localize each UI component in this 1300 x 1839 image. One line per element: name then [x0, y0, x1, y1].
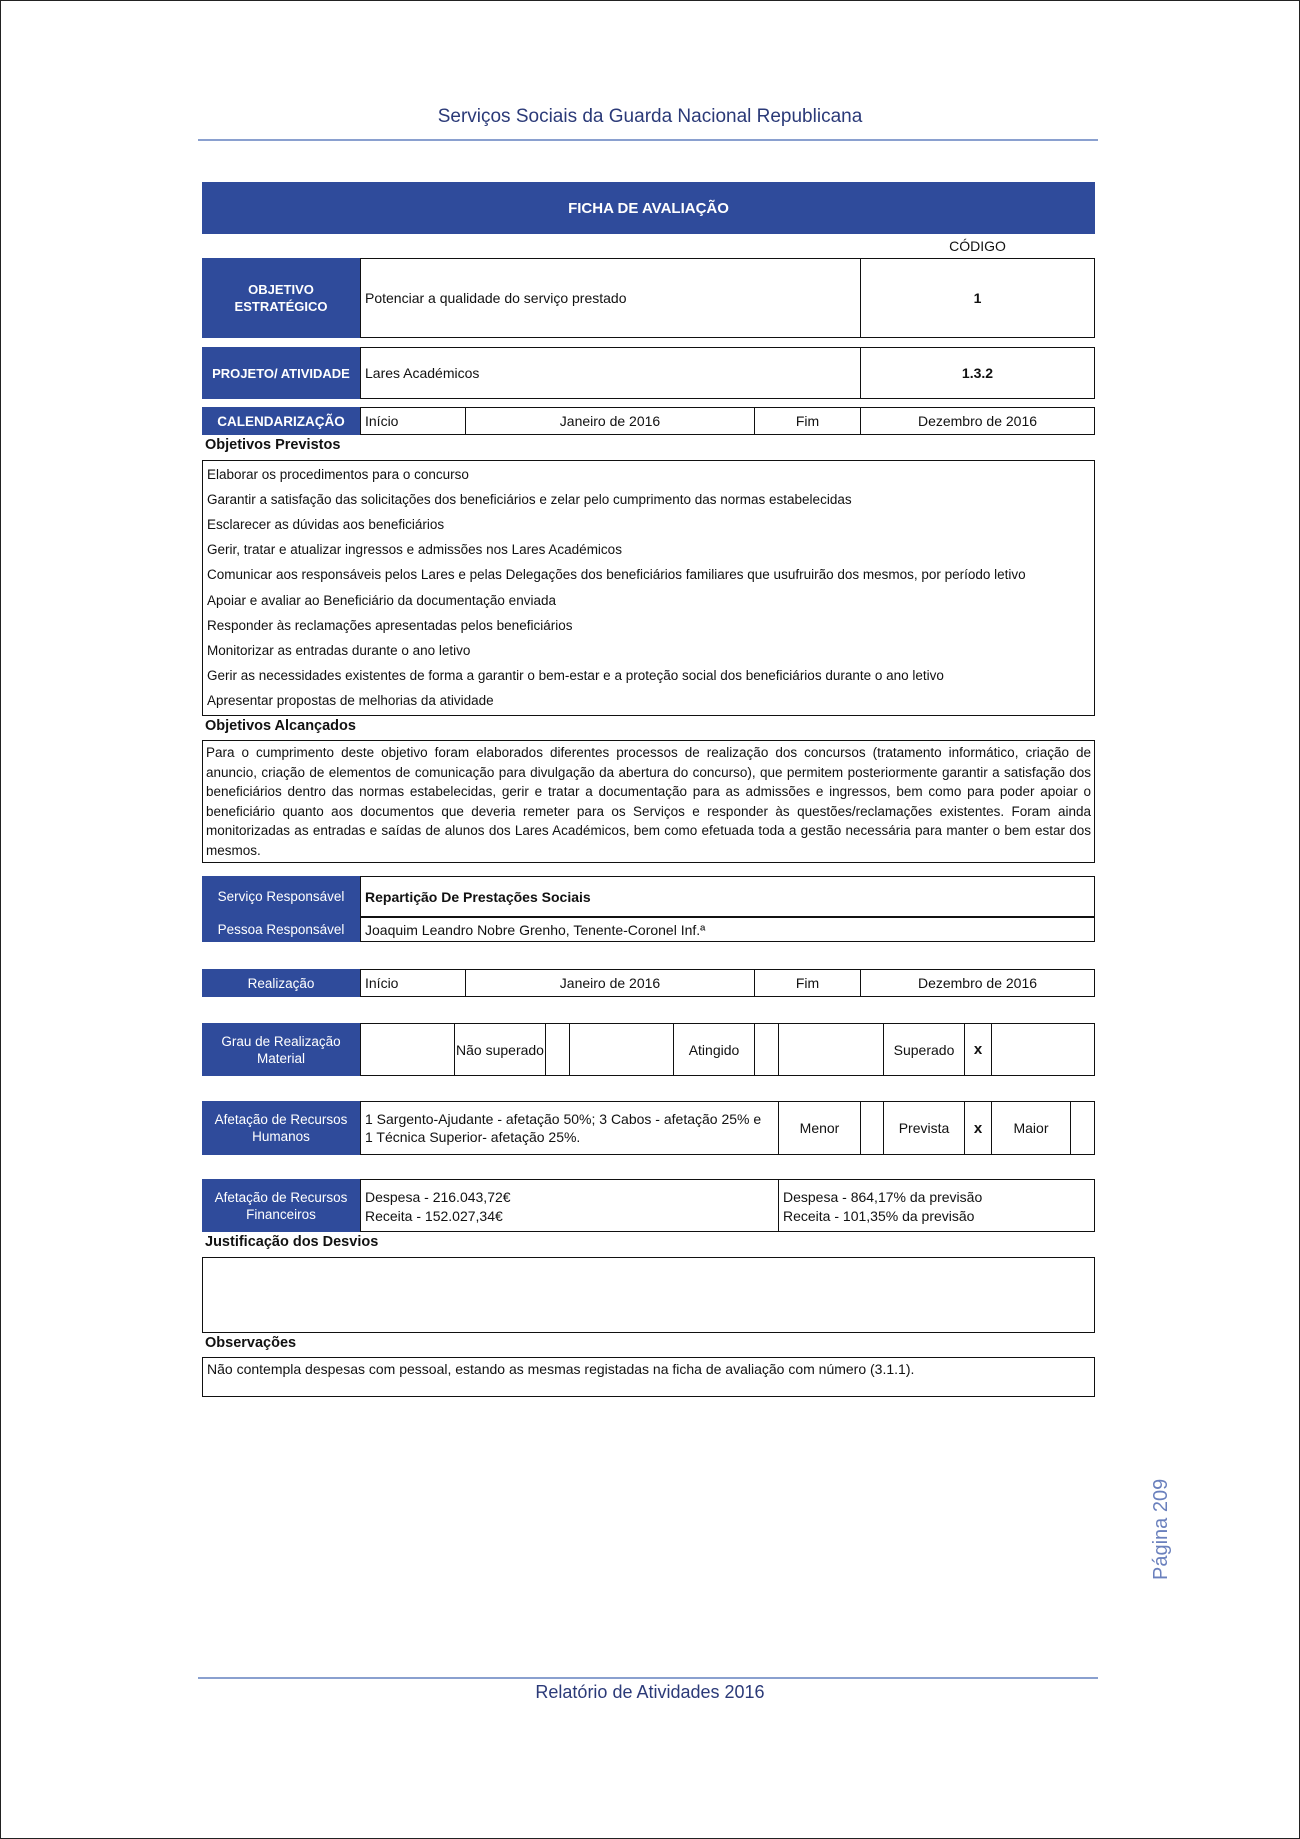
form-title: FICHA DE AVALIAÇÃO	[202, 182, 1095, 234]
rf-receita: Receita - 152.027,34€	[365, 1208, 503, 1224]
rf-despesa: Despesa - 216.043,72€	[365, 1189, 511, 1205]
rf-label: Afetação de Recursos Financeiros	[202, 1179, 360, 1232]
page-header: Serviços Sociais da Guarda Nacional Republicana	[437, 106, 863, 127]
rh-menor-check	[860, 1101, 884, 1155]
page-footer: Relatório de Atividades 2016	[535, 1682, 765, 1702]
objetivos-alcancados-text: Para o cumprimento deste objetivo foram elaborados diferentes processos de realização dos concursos (tratamento informático, criação de anuncio, criação de elementos de comunicação para divulgação da abertura do concurso), que permitem posteriormente garantir a satisfação dos beneficiários dentro das normas estabelecidas, gerir e tratar a documentação para as admissões e ingressos, bem como para poder apoiar o beneficiário quanto aos documentos que deveria remeter para os Serviços e responder às questões/reclamações existentes. Foram ainda monitorizadas as entradas e saídas de alunos dos Lares Académicos, bem como efetuada toda a gestão necessária para manter o bem estar dos mesmos.	[202, 740, 1095, 863]
rh-prevista-check-mark: x	[964, 1101, 992, 1155]
rf-receita-pct: Receita - 101,35% da previsão	[783, 1208, 975, 1224]
objetivo-previsto-item: Responder às reclamações apresentadas pelos beneficiários	[207, 618, 573, 633]
objetivo-code: 1	[860, 258, 1095, 338]
rh-maior: Maior	[991, 1101, 1071, 1155]
projeto-label: PROJETO/ ATIVIDADE	[202, 347, 360, 399]
rh-menor: Menor	[778, 1101, 861, 1155]
grau-nao-superado-check	[545, 1023, 570, 1076]
justificacao-title: Justificação dos Desvios	[205, 1234, 379, 1250]
realizacao-inicio: Janeiro de 2016	[465, 969, 755, 997]
projeto-code: 1.3.2	[860, 347, 1095, 399]
servico-value: Repartição De Prestações Sociais	[360, 876, 1095, 917]
observacoes-text: Não contempla despesas com pessoal, estando as mesmas registadas na ficha de avaliação com número (3.1.1).	[207, 1361, 915, 1377]
realizacao-inicio-label: Início	[360, 969, 466, 997]
calendarizacao-inicio: Janeiro de 2016	[465, 407, 755, 435]
observacoes-box	[202, 1357, 1095, 1397]
realizacao-fim: Dezembro de 2016	[860, 969, 1095, 997]
objetivo-previsto-item: Apresentar propostas de melhorias da atividade	[207, 693, 494, 708]
grau-label: Grau de Realização Material	[202, 1023, 360, 1076]
rf-values-box	[360, 1179, 779, 1232]
pessoa-value: Joaquim Leandro Nobre Grenho, Tenente-Coronel Inf.ª	[360, 917, 1095, 942]
rh-prevista: Prevista	[883, 1101, 965, 1155]
objetivo-label: OBJETIVO ESTRATÉGICO	[202, 258, 360, 338]
header-rule	[198, 139, 1098, 141]
objetivos-previstos-title: Objetivos Previstos	[205, 437, 341, 453]
rf-despesa-pct: Despesa - 864,17% da previsão	[783, 1189, 983, 1205]
calendarizacao-label: CALENDARIZAÇÃO	[202, 407, 360, 435]
grau-atingido: Atingido	[673, 1023, 755, 1076]
pessoa-label: Pessoa Responsável	[202, 917, 360, 942]
objetivo-previsto-item: Apoiar e avaliar ao Beneficiário da documentação enviada	[207, 593, 556, 608]
grau-blank-3	[778, 1023, 884, 1076]
calendarizacao-fim: Dezembro de 2016	[860, 407, 1095, 435]
rh-value: 1 Sargento-Ajudante - afetação 50%; 3 Cabos - afetação 25% e 1 Técnica Superior- afetação 25%.	[360, 1101, 779, 1155]
observacoes-title: Observações	[205, 1335, 297, 1351]
calendarizacao-fim-label: Fim	[754, 407, 861, 435]
rf-pct-box	[778, 1179, 1095, 1232]
page-number: Página 209	[1150, 1478, 1172, 1580]
grau-blank-1	[360, 1023, 455, 1076]
grau-superado: Superado	[883, 1023, 965, 1076]
grau-nao-superado: Não superado	[454, 1023, 546, 1076]
realizacao-label: Realização	[202, 969, 360, 997]
objetivo-previsto-item: Comunicar aos responsáveis pelos Lares e pelas Delegações dos beneficiários familiares que usufruirão dos mesmos, por período letivo	[207, 567, 1026, 582]
grau-blank-4	[991, 1023, 1095, 1076]
grau-atingido-check	[754, 1023, 779, 1076]
justificacao-text	[202, 1257, 1095, 1333]
objetivos-previstos-box	[202, 460, 1095, 716]
objetivo-previsto-item: Monitorizar as entradas durante o ano letivo	[207, 643, 471, 658]
objetivo-value: Potenciar a qualidade do serviço prestado	[360, 258, 861, 338]
objetivos-alcancados-title: Objetivos Alcançados	[205, 718, 356, 734]
rh-label: Afetação de Recursos Humanos	[202, 1101, 360, 1155]
objetivo-previsto-item: Esclarecer as dúvidas aos beneficiários	[207, 517, 445, 532]
objetivo-previsto-item: Gerir as necessidades existentes de forma a garantir o bem-estar e a proteção social dos beneficiários durante o ano letivo	[207, 668, 944, 683]
objetivo-previsto-item: Elaborar os procedimentos para o concurso	[207, 467, 469, 482]
calendarizacao-inicio-label: Início	[360, 407, 466, 435]
grau-superado-check-mark: x	[964, 1023, 992, 1076]
servico-label: Serviço Responsável	[202, 876, 360, 917]
rh-maior-check	[1070, 1101, 1095, 1155]
realizacao-fim-label: Fim	[754, 969, 861, 997]
objetivo-previsto-item: Gerir, tratar e atualizar ingressos e admissões nos Lares Académicos	[207, 542, 622, 557]
codigo-label: CÓDIGO	[860, 234, 1095, 258]
objetivo-previsto-item: Garantir a satisfação das solicitações dos beneficiários e zelar pelo cumprimento das normas estabelecidas	[207, 492, 852, 507]
footer-rule	[198, 1677, 1098, 1679]
grau-blank-2	[569, 1023, 674, 1076]
projeto-value: Lares Académicos	[360, 347, 861, 399]
